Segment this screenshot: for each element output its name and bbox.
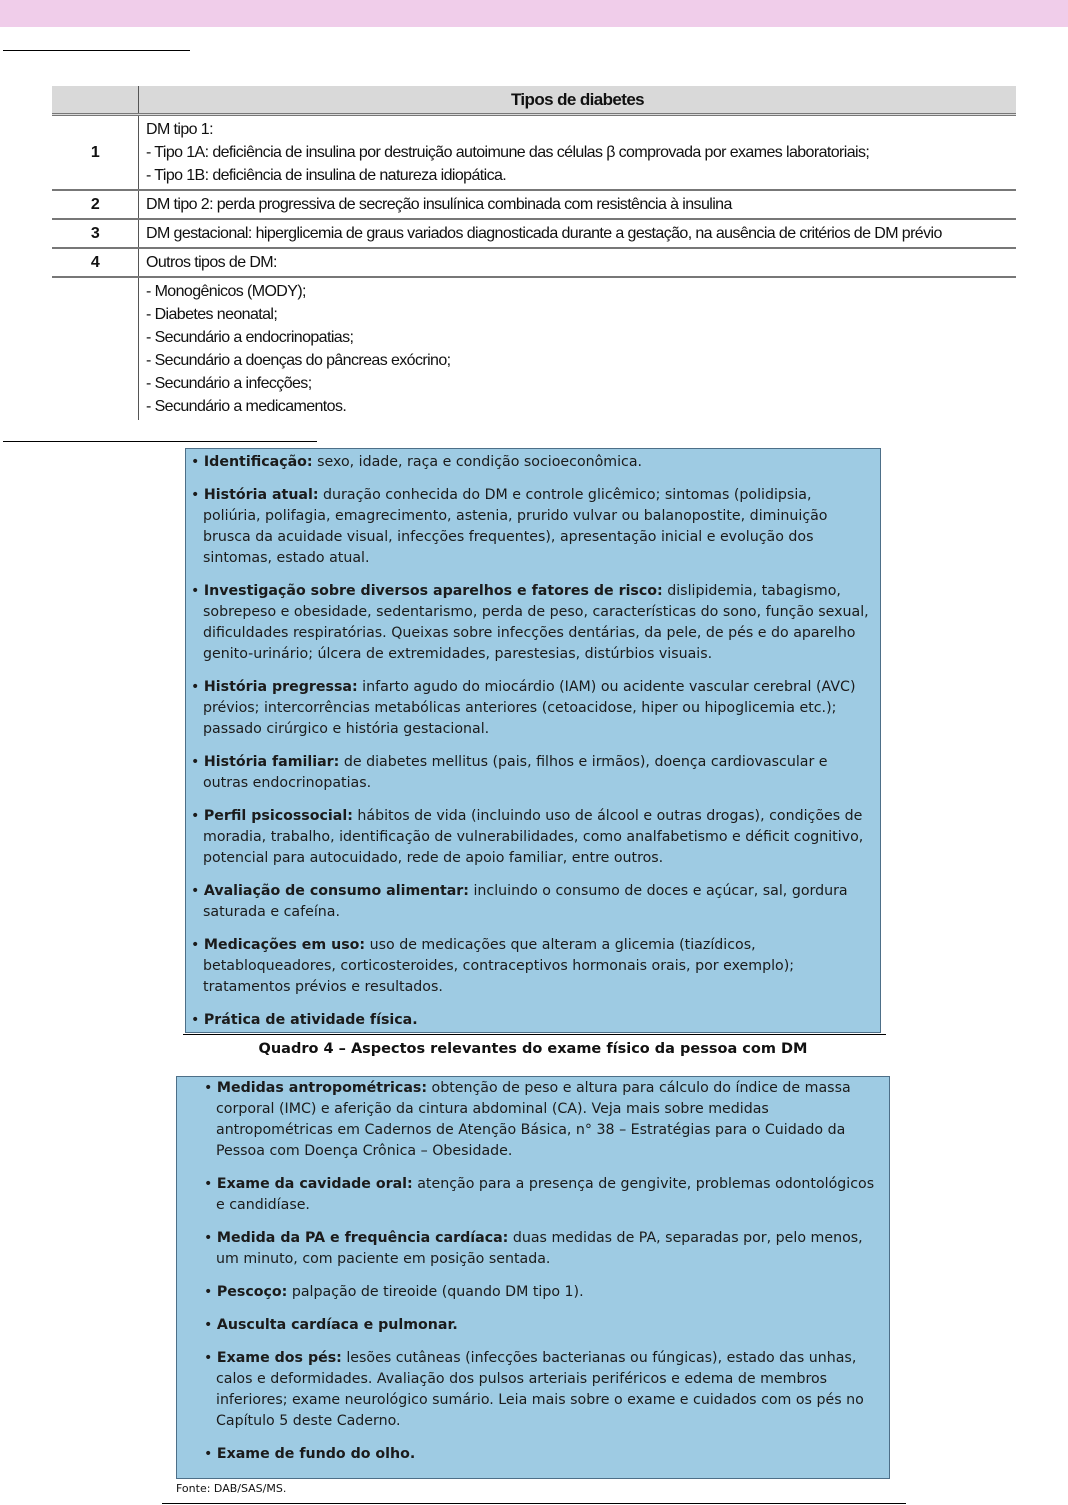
item-label: Investigação sobre diversos aparelhos e fatores de risco: <box>203 583 663 599</box>
row-line: - Tipo 1B: deficiência de insulina de natureza idiopática. <box>146 167 507 184</box>
row-description <box>139 115 1017 191</box>
header-bar <box>0 0 1068 27</box>
item-label: Medidas antropométricas: <box>216 1080 428 1096</box>
divider <box>162 1503 906 1504</box>
row-number: 3 <box>52 219 139 248</box>
bullet-item: • Ausculta cardíaca e pulmonar. <box>204 1317 458 1333</box>
bullet-item: • Medida da PA e frequência cardíaca: duas medidas de PA, separadas por, pelo menos, um minuto, com paciente em posição sentada. <box>204 1230 863 1267</box>
item-label: Prática de atividade física. <box>203 1012 418 1028</box>
row-line: - Secundário a doenças do pâncreas exócrino; <box>146 352 451 369</box>
bullet-item: • Investigação sobre diversos aparelhos e fatores de risco: dislipidemia, tabagismo, sobrepeso e obesidade, sedentarismo, perda de peso, características do sono, função sexual, dificuldades respiratórias. Queixas sobre infecções dentárias, da pele, de pés e do aparelho genito-urinário; úlcera de extremidades, parestesias, distúrbios visuais. <box>191 583 869 662</box>
item-text: atenção para a presença de gengivite, problemas odontológicos e candidíase. <box>216 1176 875 1213</box>
item-label: História familiar: <box>203 754 340 770</box>
table-caption: Quadro 4 – Aspectos relevantes do exame físico da pessoa com DM <box>258 1041 808 1057</box>
bullet-item: • Prática de atividade física. <box>191 1012 418 1028</box>
row-number: 1 <box>52 115 139 191</box>
item-text: sexo, idade, raça e condição socioeconômica. <box>312 454 643 470</box>
row-description <box>139 219 1017 248</box>
item-text: duas medidas de PA, separadas por, pelo menos, um minuto, com paciente em posição sentada. <box>216 1230 863 1267</box>
item-label: História pregressa: <box>203 679 358 695</box>
bullet-item: • História pregressa: infarto agudo do miocárdio (IAM) ou acidente vascular cerebral (AVC) prévios; intercorrências metabólicas anteriores (cetoacidose, hiper ou hipoglicemia etc.); passado cirúrgico e história gestacional. <box>191 679 856 737</box>
row-line: DM tipo 1: <box>146 121 213 138</box>
item-label: Avaliação de consumo alimentar: <box>203 883 469 899</box>
item-label: Identificação: <box>203 454 313 470</box>
bullet-item: • Avaliação de consumo alimentar: incluindo o consumo de doces e açúcar, sal, gordura saturada e cafeína. <box>191 883 848 920</box>
row-line: DM gestacional: hiperglicemia de graus variados diagnosticada durante a gestação, na ausência de critérios de DM prévio <box>146 225 942 242</box>
item-text: infarto agudo do miocárdio (IAM) ou acidente vascular cerebral (AVC) prévios; intercorrências metabólicas anteriores (cetoacidose, hiper ou hipoglicemia etc.); passado cirúrgico e história gestacional. <box>203 679 856 737</box>
bullet-item: • Medicações em uso: uso de medicações que alteram a glicemia (tiazídicos, betabloqueadores, corticosteroides, contraceptivos hormonais orais, por exemplo); tratamentos prévios e resultados. <box>191 937 795 995</box>
item-text: lesões cutâneas (infecções bacterianas ou fúngicas), estado das unhas, calos e deformidades. Avaliação dos pulsos arteriais periféricos e edema de membros inferiores; exame neurológico sumário. Leia mais sobre o exame e cuidados com os pés no Capítulo 5 deste Caderno. <box>216 1350 864 1429</box>
bullet-item: • Exame dos pés: lesões cutâneas (infecções bacterianas ou fúngicas), estado das unhas, calos e deformidades. Avaliação dos pulsos arteriais periféricos e edema de membros inferiores; exame neurológico sumário. Leia mais sobre o exame e cuidados com os pés no Capítulo 5 deste Caderno. <box>204 1350 864 1429</box>
item-text: obtenção de peso e altura para cálculo do índice de massa corporal (IMC) e aferição da cintura abdominal (CA). Veja mais sobre medidas antropométricas em Cadernos de Atenção Básica, n° 38 – Estratégias para o Cuidado da Pessoa com Doença Crônica – Obesidade. <box>216 1080 851 1159</box>
bullet-item: • Exame da cavidade oral: atenção para a presença de gengivite, problemas odontológicos e candidíase. <box>204 1176 875 1213</box>
item-label: Exame de fundo do olho. <box>216 1446 416 1462</box>
item-text: uso de medicações que alteram a glicemia (tiazídicos, betabloqueadores, corticosteroides, contraceptivos hormonais orais, por exemplo); tratamentos prévios e resultados. <box>203 937 795 995</box>
row-description <box>139 277 1017 420</box>
item-label: Medicações em uso: <box>203 937 366 953</box>
bullet-item: • Pescoço: palpação de tireoide (quando DM tipo 1). <box>204 1284 584 1300</box>
anamnesis-box <box>185 448 881 1033</box>
item-label: Exame dos pés: <box>216 1350 342 1366</box>
table-row <box>52 248 1016 277</box>
source-note: Fonte: DAB/SAS/MS. <box>176 1482 287 1495</box>
item-label: Perfil psicossocial: <box>203 808 353 824</box>
row-line: - Secundário a endocrinopatias; <box>146 329 354 346</box>
row-line: - Diabetes neonatal; <box>146 306 278 323</box>
item-text: incluindo o consumo de doces e açúcar, sal, gordura saturada e cafeína. <box>203 883 848 920</box>
item-text: dislipidemia, tabagismo, sobrepeso e obesidade, sedentarismo, perda de peso, características do sono, função sexual, dificuldades respiratórias. Queixas sobre infecções dentárias, da pele, de pés e do aparelho genito-urinário; úlcera de extremidades, parestesias, distúrbios visuais. <box>203 583 869 662</box>
item-text: de diabetes mellitus (pais, filhos e irmãos), doença cardiovascular e outras endocrinopatias. <box>203 754 828 791</box>
bullet-item: • Medidas antropométricas: obtenção de peso e altura para cálculo do índice de massa corporal (IMC) e aferição da cintura abdominal (CA). Veja mais sobre medidas antropométricas em Cadernos de Atenção Básica, n° 38 – Estratégias para o Cuidado da Pessoa com Doença Crônica – Obesidade. <box>204 1080 851 1159</box>
row-number: 4 <box>52 248 139 277</box>
diabetes-types-table <box>52 86 1016 420</box>
physical-exam-box <box>176 1076 890 1479</box>
divider <box>3 441 317 442</box>
bullet-item: • Identificação: sexo, idade, raça e condição socioeconômica. <box>191 454 643 470</box>
row-line: - Secundário a infecções; <box>146 375 312 392</box>
item-label: História atual: <box>203 487 319 503</box>
row-line: - Monogênicos (MODY); <box>146 283 306 300</box>
row-number <box>52 277 139 420</box>
table-row <box>52 219 1016 248</box>
bullet-item: • Perfil psicossocial: hábitos de vida (incluindo uso de álcool e outras drogas), condições de moradia, trabalho, identificação de vulnerabilidades, como analfabetismo e déficit cognitivo, potencial para autocuidado, rede de apoio familiar, entre outros. <box>191 808 864 866</box>
bullet-item: • História atual: duração conhecida do DM e controle glicêmico; sintomas (polidipsia, poliúria, polifagia, emagrecimento, astenia, prurido vulvar ou balanopostite, diminuição brusca da acuidade visual, infecções frequentes), apresentação inicial e evolução dos sintomas, estado atual. <box>191 487 828 566</box>
divider <box>183 1034 886 1035</box>
row-number: 2 <box>52 190 139 219</box>
item-label: Pescoço: <box>216 1284 288 1300</box>
row-description <box>139 190 1017 219</box>
item-label: Ausculta cardíaca e pulmonar. <box>216 1317 458 1333</box>
bullet-item: • Exame de fundo do olho. <box>204 1446 416 1462</box>
row-line: Outros tipos de DM: <box>146 254 277 271</box>
row-description <box>139 248 1017 277</box>
table-row <box>52 115 1016 191</box>
row-line: DM tipo 2: perda progressiva de secreção insulínica combinada com resistência à insulina <box>146 196 732 213</box>
row-line: - Tipo 1A: deficiência de insulina por destruição autoimune das células β comprovada por exames laboratoriais; <box>146 144 870 161</box>
row-line: - Secundário a medicamentos. <box>146 398 347 415</box>
item-label: Medida da PA e frequência cardíaca: <box>216 1230 509 1246</box>
table-header: Tipos de diabetes <box>139 86 1017 115</box>
table-row <box>52 277 1016 420</box>
item-text: hábitos de vida (incluindo uso de álcool e outras drogas), condições de moradia, trabalho, identificação de vulnerabilidades, como analfabetismo e déficit cognitivo, potencial para autocuidado, rede de apoio familiar, entre outros. <box>203 808 864 866</box>
item-text: palpação de tireoide (quando DM tipo 1). <box>287 1284 584 1300</box>
divider <box>3 50 190 51</box>
bullet-item: • História familiar: de diabetes mellitus (pais, filhos e irmãos), doença cardiovascular e outras endocrinopatias. <box>191 754 828 791</box>
table-corner <box>52 86 139 115</box>
item-label: Exame da cavidade oral: <box>216 1176 413 1192</box>
table-row <box>52 190 1016 219</box>
item-text: duração conhecida do DM e controle glicêmico; sintomas (polidipsia, poliúria, polifagia, emagrecimento, astenia, prurido vulvar ou balanopostite, diminuição brusca da acuidade visual, infecções frequentes), apresentação inicial e evolução dos sintomas, estado atual. <box>203 487 828 566</box>
